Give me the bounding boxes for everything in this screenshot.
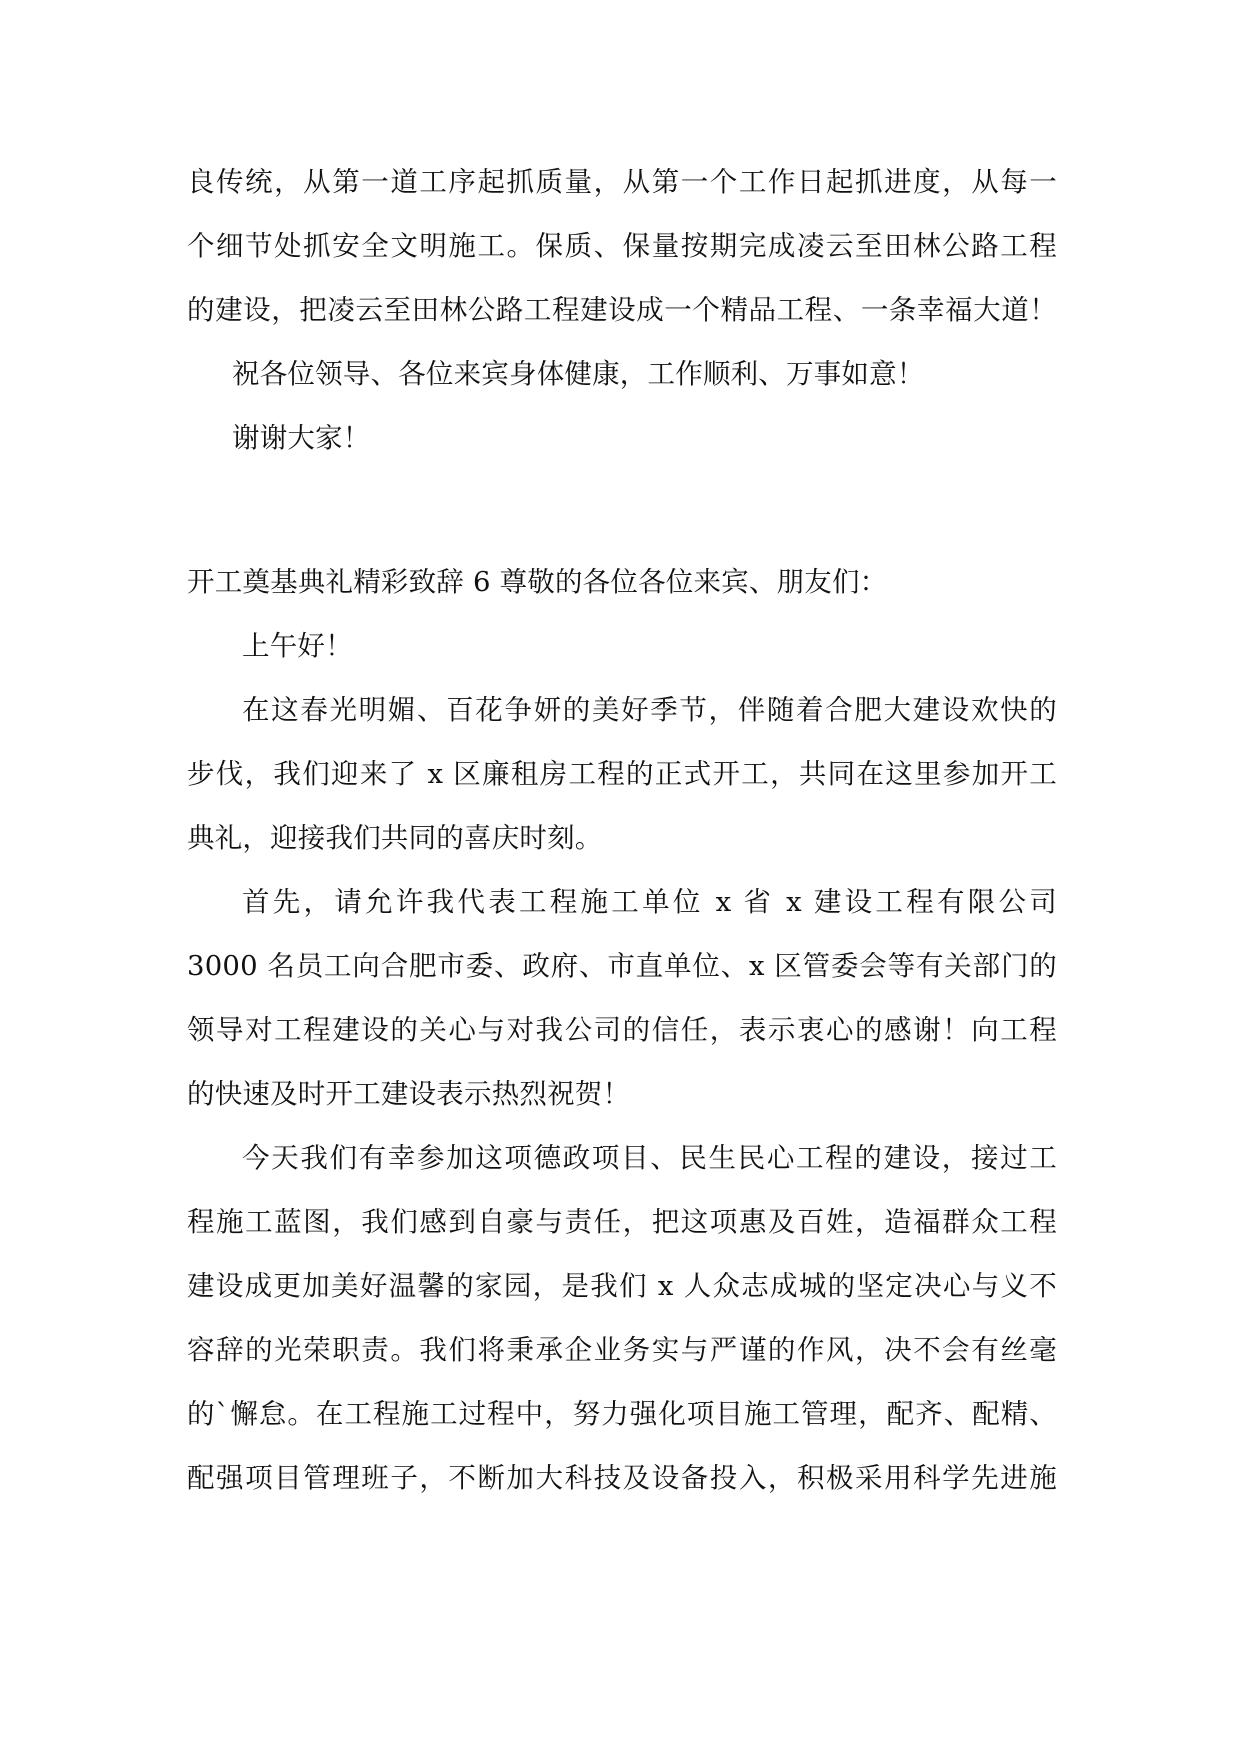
section-heading: 开工奠基典礼精彩致辞 6 尊敬的各位各位来宾、朋友们：	[187, 566, 888, 598]
text-line: 步伐，我们迎来了 x 区廉租房工程的正式开工，共同在这里参加开工	[187, 758, 1057, 790]
text-line: 的`懈怠。在工程施工过程中，努力强化项目施工管理，配齐、配精、	[187, 1398, 1057, 1430]
text-line: 容辞的光荣职责。我们将秉承企业务实与严谨的作风，决不会有丝毫	[187, 1334, 1057, 1366]
speech-section	[187, 550, 1057, 1510]
text-line: 谢谢大家！	[232, 422, 371, 454]
text-line: 程施工蓝图，我们感到自豪与责任，把这项惠及百姓，造福群众工程	[187, 1206, 1057, 1238]
text-line: 个细节处抓安全文明施工。保质、保量按期完成凌云至田林公路工程	[187, 230, 1057, 262]
text-line: 上午好！	[242, 630, 353, 662]
text-line: 领导对工程建设的关心与对我公司的信任，表示衷心的感谢！向工程	[187, 1014, 1057, 1046]
text-line: 今天我们有幸参加这项德政项目、民生民心工程的建设，接过工	[242, 1142, 1057, 1174]
text-line: 配强项目管理班子，不断加大科技及设备投入，积极采用科学先进施	[187, 1462, 1057, 1494]
text-line: 的建设，把凌云至田林公路工程建设成一个精品工程、一条幸福大道！	[187, 294, 1057, 326]
closing-section	[187, 150, 1057, 470]
text-line: 祝各位领导、各位来宾身体健康，工作顺利、万事如意！	[232, 358, 925, 390]
text-line: 在这春光明媚、百花争妍的美好季节，伴随着合肥大建设欢快的	[242, 694, 1057, 726]
text-line: 建设成更加美好温馨的家园，是我们 x 人众志成城的坚定决心与义不	[187, 1270, 1057, 1302]
text-line: 典礼，迎接我们共同的喜庆时刻。	[187, 822, 603, 854]
text-line: 首先，请允许我代表工程施工单位 x 省 x 建设工程有限公司	[242, 886, 1057, 918]
text-line: 3000 名员工向合肥市委、政府、市直单位、x 区管委会等有关部门的	[187, 950, 1057, 982]
text-line: 的快速及时开工建设表示热烈祝贺！	[187, 1078, 631, 1110]
text-line: 良传统，从第一道工序起抓质量，从第一个工作日起抓进度，从每一	[187, 166, 1057, 198]
